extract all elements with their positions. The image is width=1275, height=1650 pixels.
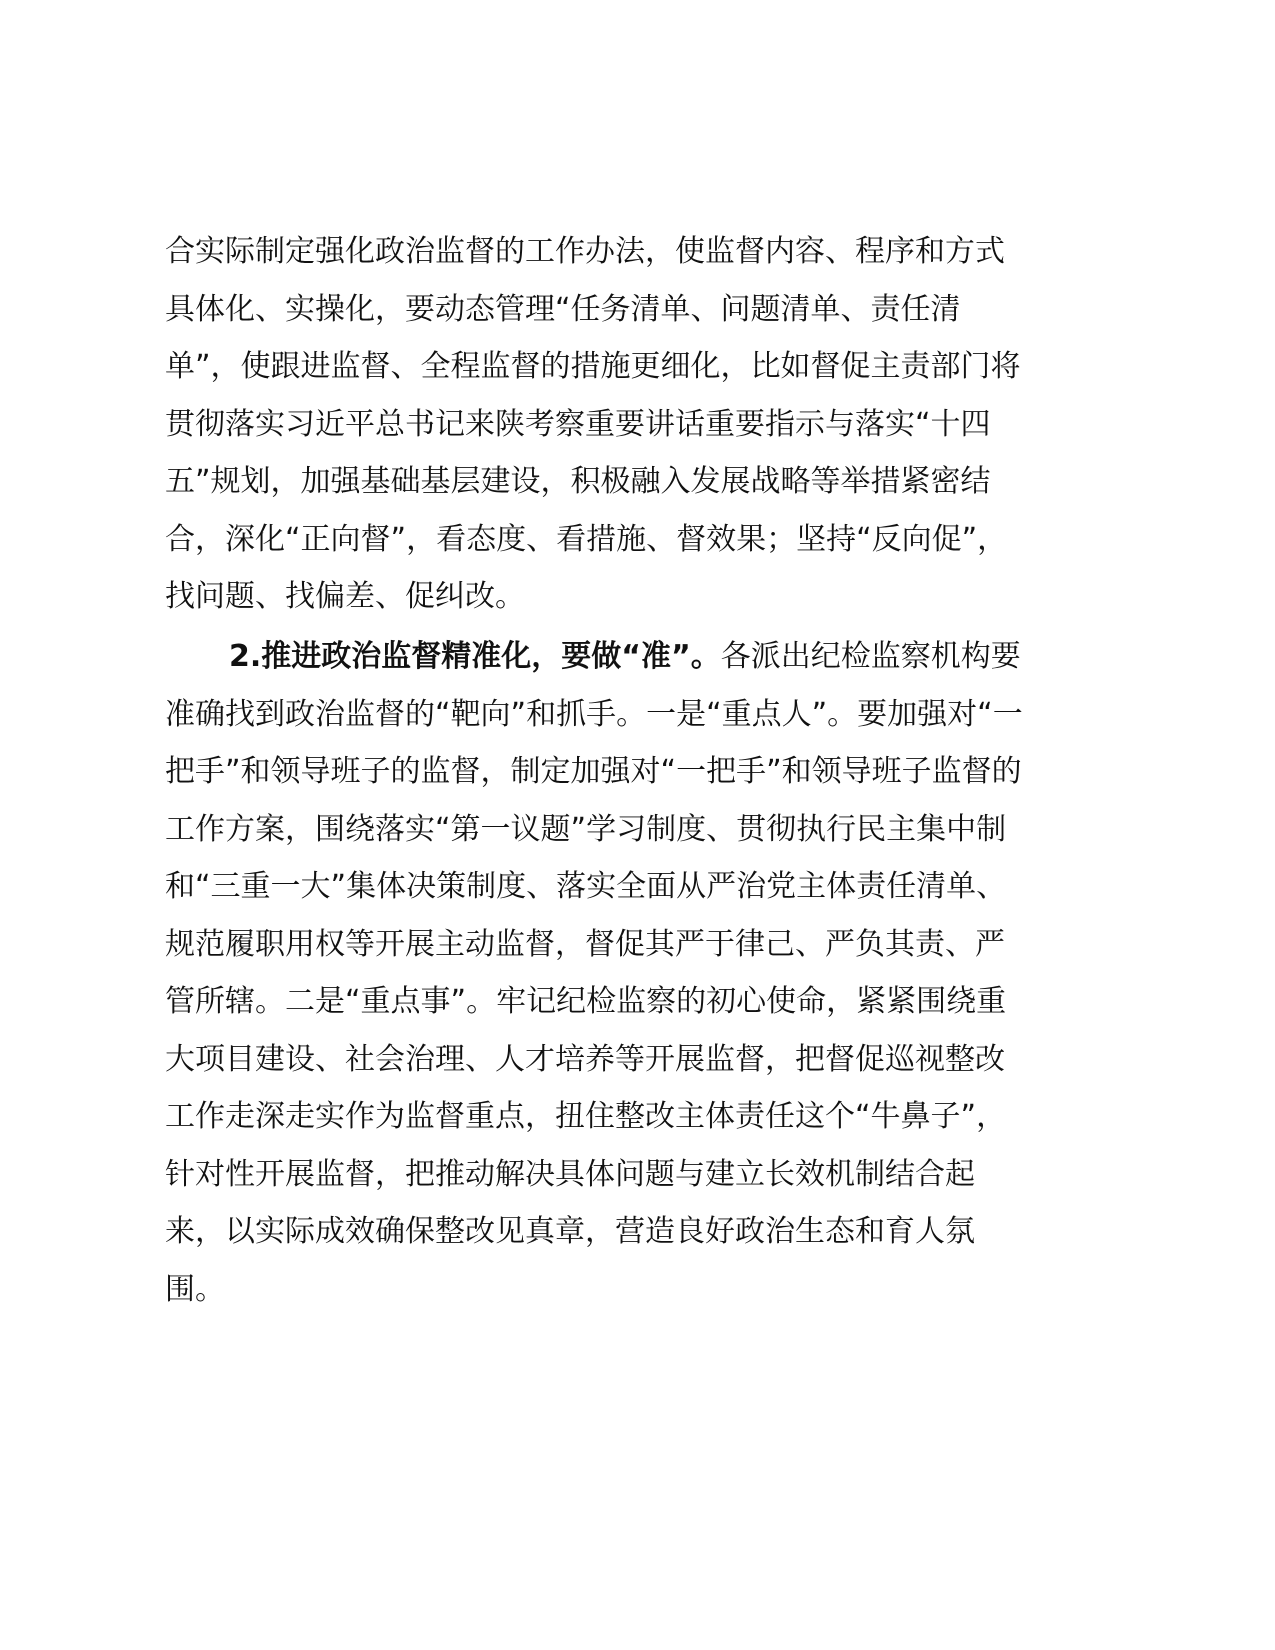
text-line: 管所辖。二是“重点事”。牢记纪检监察的初心使命，紧紧围绕重 <box>165 984 1007 1019</box>
text-line: 准确找到政治监督的“靶向”和抓手。一是“重点人”。要加强对“一 <box>165 696 1023 732</box>
text-line: 工作方案，围绕落实“第一议题”学习制度、贯彻执行民主集中制 <box>165 811 1007 847</box>
text-line: 和“三重一大”集体决策制度、落实全面从严治党主体责任清单、 <box>165 869 1007 904</box>
text-line: 规范履职用权等开展主动监督，督促其严于律己、严负其责、严 <box>165 926 1005 962</box>
text-line: 合实际制定强化政治监督的工作办法，使监督内容、程序和方式 <box>165 234 1005 269</box>
text-line: 工作走深走实作为监督重点，扭住整改主体责任这个“牛鼻子”， <box>165 1099 1007 1134</box>
text-line: 围。 <box>165 1271 225 1307</box>
text-line: 五”规划，加强基础基层建设，积极融入发展战略等举措紧密结 <box>165 464 991 499</box>
text-line: 大项目建设、社会治理、人才培养等开展监督，把督促巡视整改 <box>165 1041 1005 1077</box>
text-line: 针对性开展监督，把推动解决具体问题与建立长效机制结合起 <box>165 1156 975 1192</box>
text-line: 合，深化“正向督”，看态度、看措施、督效果；坚持“反向促”， <box>165 521 1008 557</box>
heading-followup-text: 各派出纪检监察机构要 <box>720 639 1021 674</box>
text-line: 贯彻落实习近平总书记来陕考察重要讲话重要指示与落实“十四 <box>165 406 991 442</box>
text-line: 具体化、实操化，要动态管理“任务清单、问题清单、责任清 <box>165 291 961 327</box>
text-line: 把手”和领导班子的监督，制定加强对“一把手”和领导班子监督的 <box>165 754 1022 789</box>
paragraph-2 <box>165 628 1125 1318</box>
text-line: 来，以实际成效确保整改见真章，营造良好政治生态和育人氛 <box>165 1214 975 1249</box>
text-line: 单”，使跟进监督、全程监督的措施更细化，比如督促主责部门将 <box>165 349 1021 384</box>
paragraph-1 <box>165 223 1125 626</box>
text-line: 找问题、找偏差、促纠改。 <box>165 579 525 614</box>
section-heading: 2.推进政治监督精准化，要做“准”。 <box>229 639 721 674</box>
paragraph-2-first-line <box>165 628 1125 686</box>
